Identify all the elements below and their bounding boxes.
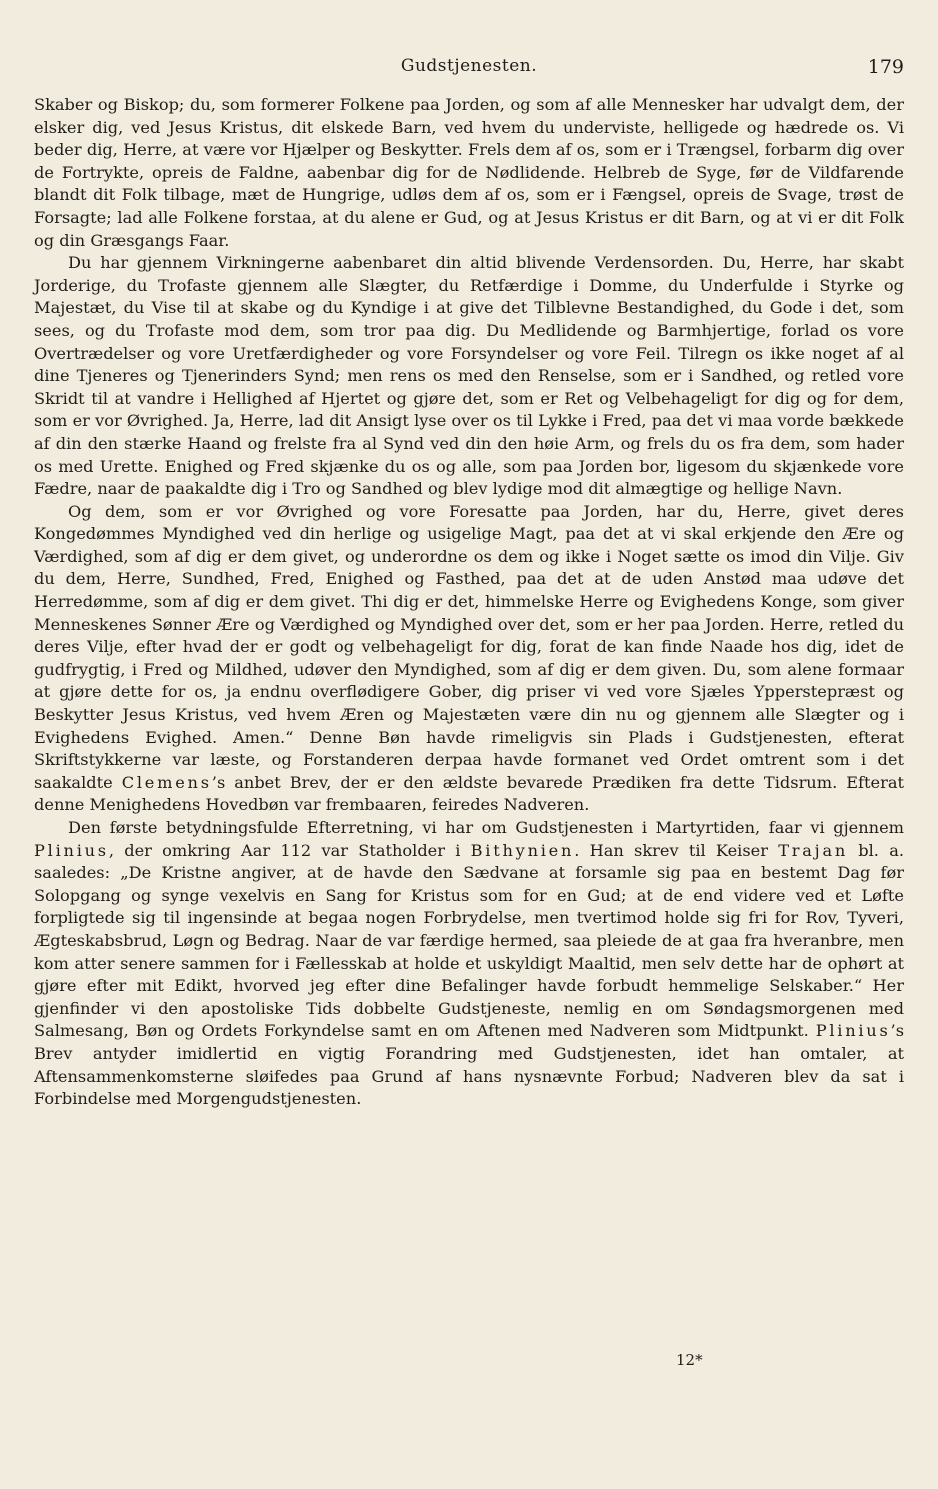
page-number: 179 (867, 56, 904, 78)
paragraph (34, 252, 904, 501)
body-text (34, 94, 904, 1111)
spaced-name: Plinius (815, 1021, 891, 1041)
text-segment: bl. a. saaledes: „De Kristne angiver, at de havde den Sædvane at forsamle sig paa en bestemt Dag før Solopgang og synge vexelvis en Sang for Kristus som for en Gud; at de end videre ved et Løfte forpligtede sig til ingensinde at begaa nogen Forbrydelse, men tvertimod holde sig fri for Rov, Tyveri, Ægteskabsbrud, Løgn og Bedrag. Naar de var færdige hermed, saa pleiede de at gaa fra hveranbre, men kom atter senere sammen for i Fællesskab at holde et uskyldigt Maaltid, men selv dette har de ophørt at gjøre efter mit Edikt, hvorved jeg efter dine Befalinger havde forbudt hemmelige Selskaber.“ Her gjenfinder vi den apostoliske Tids dobbelte Gudstjeneste, nemlig en om Søndagsmorgenen med Salmesang, Bøn og Ordets Forkyndelse samt en om Aftenen med Nadveren som Midtpunkt. (34, 840, 904, 1041)
paragraph (34, 501, 904, 817)
text-segment: Og dem, som er vor Øvrighed og vore Foresatte paa Jorden, har du, Herre, givet deres Kongedømmes Myndighed ved din herlige og usigelige Magt, paa det at vi skal erkjende den Ære og Værdighed, som af dig er dem givet, og underordne os dem og ikke i Noget sætte os imod din Vilje. Giv du dem, Herre, Sundhed, Fred, Enighed og Fasthed, paa det at de uden Anstød maa udøve det Herredømme, som af dig er dem givet. Thi dig er det, himmelske Herre og Evighedens Konge, som giver Menneskenes Sønner Ære og Værdighed og Myndighed over det, som er her paa Jorden. Herre, retled du deres Vilje, efter hvad der er godt og velbehageligt for dig, forat de kan finde Naade hos dig, idet de gudfrygtig, i Fred og Mildhed, udøver den Myndighed, som af dig er dem given. Du, som alene formaar at gjøre dette for os, ja endnu overflødigere Gober, dig priser vi ved vore Sjæles Ypperstepræst og Beskytter Jesus Kristus, ved hvem Æren og Majestæten være din nu og gjennem alle Slægter og i Evighedens Evighed. Amen.“ Denne Bøn havde rimeligvis sin Plads i Gudstjenesten, efterat Skriftstykkerne var læste, og Forstanderen derpaa havde formanet ved Ordet omtrent som i det saakaldte (34, 501, 904, 792)
text-segment: Skaber og Biskop; du, som formerer Folkene paa Jorden, og som af alle Mennesker har udvalgt dem, der elsker dig, ved Jesus Kristus, dit elskede Barn, ved hvem du underviste, helligede og hædrede os. Vi beder dig, Herre, at være vor Hjælper og Beskytter. Frels dem af os, som er i Trængsel, forbarm dig over de Fortrykte, opreis de Faldne, aabenbar dig for de Nødlidende. Helbreb de Syge, før de Vildfarende blandt dit Folk tilbage, mæt de Hungrige, udløs dem af os, som er i Fængsel, opreis de Svage, trøst de Forsagte; lad alle Folkene forstaa, at du alene er Gud, og at Jesus Kristus er dit Barn, og at vi er dit Folk og din Græsgangs Faar. (34, 95, 904, 250)
paragraph (34, 94, 904, 252)
text-segment: Den første betydningsfulde Efterretning, vi har om Gudstjenesten i Martyrtiden, faar vi gjennem (68, 818, 904, 837)
running-title: Gudstjenesten. (400, 56, 538, 76)
page-header (34, 56, 904, 82)
paragraph (34, 817, 904, 1111)
spaced-name: Plinius (34, 840, 109, 860)
text-segment: Du har gjennem Virkningerne aabenbaret din altid blivende Verdensorden. Du, Herre, har skabt Jorderige, du Trofaste gjennem alle Slægter, du Retfærdige i Domme, du Underfulde i Styrke og Majestæt, du Vise til at skabe og du Kyndige i at give det Tilblevne Bestandighed, du Gode i det, som sees, og du Trofaste mod dem, som tror paa dig. Du Medlidende og Barmhjertige, forlad os vore Overtrædelser og vore Uretfærdigheder og vore Forsyndelser og vore Feil. Tilregn os ikke noget af al dine Tjeneres og Tjenerinders Synd; men rens os med den Renselse, som er i Sandhed, og retled vore Skridt til at vandre i Hellighed af Hjertet og gjøre det, som er Ret og Velbehageligt for dig og for dem, som er vor Øvrighed. Ja, Herre, lad dit Ansigt lyse over os til Lykke i Fred, paa det vi maa vorde bækkede af din den stærke Haand og frelste fra al Synd ved din den høie Arm, og frels du os fra dem, som hader os med Urette. Enighed og Fred skjænke du os og alle, som paa Jorden bor, ligesom du skjænkede vore Fædre, naar de paakaldte dig i Tro og Sandhed og blev lydige mod dit almægtige og hellige Navn. (34, 253, 904, 499)
signature-mark: 12* (676, 1351, 703, 1369)
text-segment: , der omkring Aar 112 var Statholder i (108, 840, 471, 860)
text-segment: ’s anbet Brev, der er den ældste bevarede Prædiken fra dette Tidsrum. Efterat denne Menighedens Hovedbøn var frembaaren, feiredes Nadveren. (34, 772, 905, 815)
text-segment: ’s Brev antyder imidlertid en vigtig Forandring med Gudstjenesten, idet han omtaler, at Aftensammenkomsterne sløifedes paa Grund af hans nysnævnte Forbud; Nadveren blev da sat i Forbindelse med Morgengudstjenesten. (34, 1021, 904, 1109)
spaced-name: Clemens (121, 772, 212, 792)
spaced-name: Bithynien (470, 840, 575, 860)
spaced-name: Trajan (778, 840, 849, 860)
text-segment: . Han skrev til Keiser (574, 840, 779, 860)
